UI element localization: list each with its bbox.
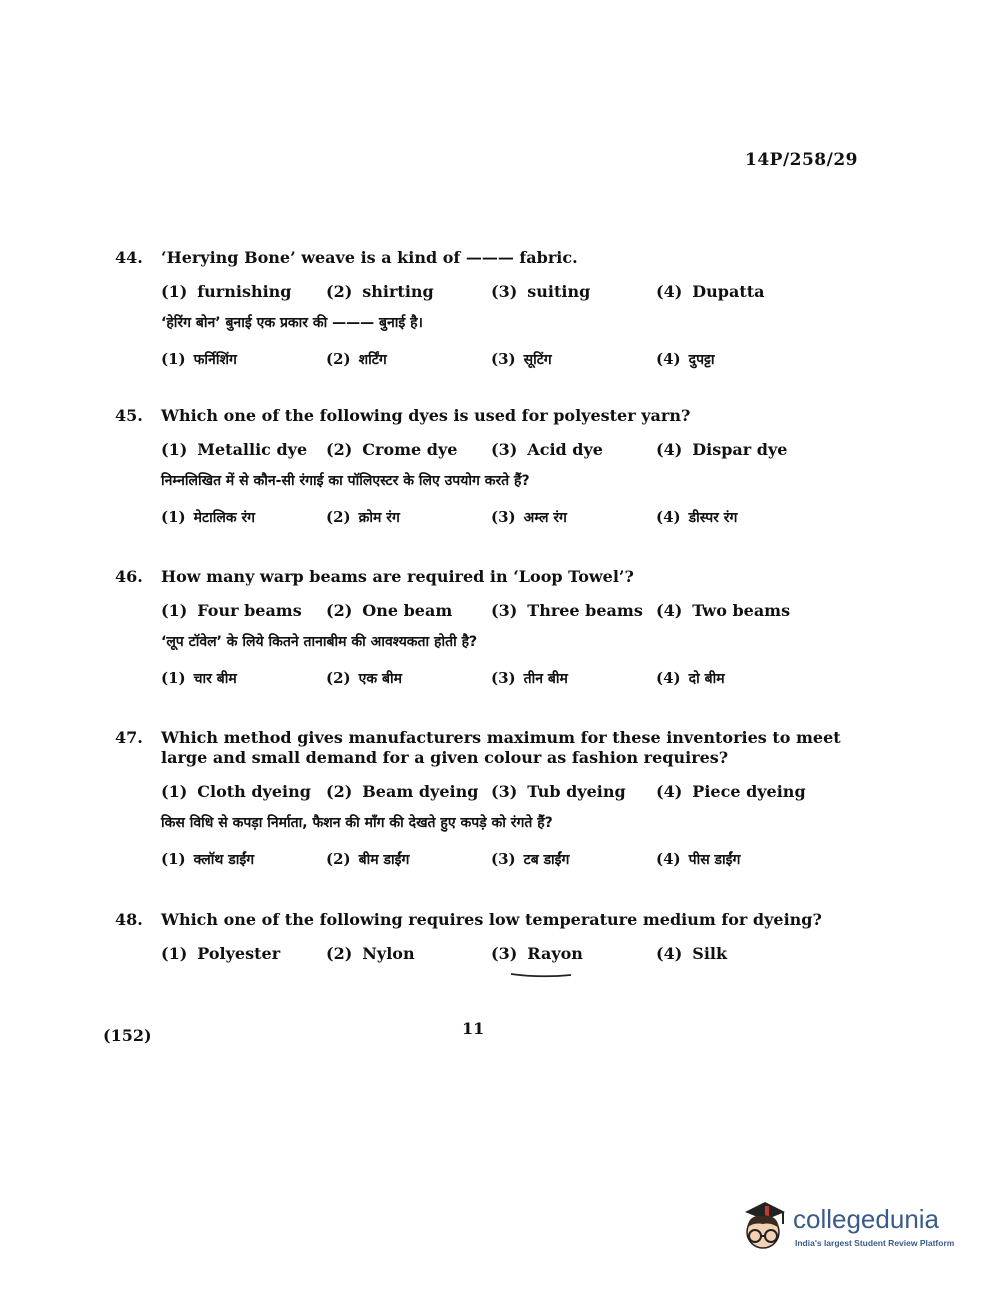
- question-text-hi: ‘हेरिंग बोन’ बुनाई एक प्रकार की ——— बुनाई है।: [161, 315, 423, 331]
- question-text-en: Which one of the following requires low temperature medium for dyeing?: [161, 910, 822, 929]
- option-2: (2) Nylon: [326, 944, 415, 963]
- option-hi-3: (3) अम्ल रंग: [491, 508, 567, 526]
- option-2: (2) shirting: [326, 282, 434, 301]
- option-2: (2) One beam: [326, 601, 453, 620]
- option-4: (4) Dupatta: [656, 282, 765, 301]
- question-47: [115, 728, 855, 869]
- question-number: 46.: [115, 567, 143, 586]
- option-1: (1) Four beams: [161, 601, 302, 620]
- option-1: (1) Cloth dyeing: [161, 782, 311, 801]
- option-hi-4: (4) पीस डाईंग: [656, 850, 741, 868]
- option-4: (4) Dispar dye: [656, 440, 788, 459]
- option-hi-2: (2) एक बीम: [326, 669, 403, 687]
- question-44: [115, 248, 855, 369]
- question-48: [115, 910, 855, 963]
- option-1: (1) Polyester: [161, 944, 281, 963]
- question-number: 44.: [115, 248, 143, 267]
- question-number: 48.: [115, 910, 143, 929]
- question-text-en: Which method gives manufacturers maximum for these inventories to meet large and small demand for a given colour as fashion requires?: [161, 728, 841, 767]
- option-hi-2: (2) क्रोम रंग: [326, 508, 400, 526]
- option-hi-2: (2) शर्टिंग: [326, 350, 387, 368]
- option-2: (2) Beam dyeing: [326, 782, 479, 801]
- question-text-hi: निम्नलिखित में से कौन-सी रंगाई का पॉलिएस्टर के लिए उपयोग करते हैं?: [161, 473, 530, 489]
- option-4: (4) Silk: [656, 944, 728, 963]
- question-text-en: Which one of the following dyes is used for polyester yarn?: [161, 406, 691, 425]
- option-3: (3) suiting: [491, 282, 591, 301]
- question-text-hi: ‘लूप टॉवेल’ के लिये कितने तानाबीम की आवश्यकता होती है?: [161, 634, 478, 650]
- option-3: (3) Three beams: [491, 601, 643, 620]
- handwritten-underline: [510, 972, 572, 978]
- question-number: 47.: [115, 728, 143, 747]
- option-hi-3: (3) सूटिंग: [491, 350, 552, 368]
- option-3: (3) Acid dye: [491, 440, 603, 459]
- mascot-icon: [735, 1198, 791, 1258]
- option-hi-4: (4) दो बीम: [656, 669, 725, 687]
- option-4: (4) Two beams: [656, 601, 791, 620]
- question-45: [115, 406, 855, 527]
- option-hi-3: (3) तीन बीम: [491, 669, 568, 687]
- option-hi-2: (2) बीम डाईंग: [326, 850, 410, 868]
- brand-tagline: India's largest Student Review Platform: [795, 1238, 955, 1248]
- question-text-en: How many warp beams are required in ‘Loop Towel’?: [161, 567, 634, 586]
- brand-name: collegedunia: [793, 1204, 940, 1234]
- option-2: (2) Crome dye: [326, 440, 458, 459]
- footer-code: (152): [103, 1026, 152, 1045]
- option-hi-1: (1) चार बीम: [161, 669, 237, 687]
- option-1: (1) furnishing: [161, 282, 292, 301]
- option-1: (1) Metallic dye: [161, 440, 308, 459]
- question-46: [115, 567, 855, 688]
- paper-code: 14P/258/29: [745, 150, 859, 170]
- page-number: 11: [462, 1019, 485, 1038]
- question-text-en: ‘Herying Bone’ weave is a kind of ——— fabric.: [161, 248, 578, 267]
- collegedunia-watermark: [735, 1198, 960, 1258]
- question-number: 45.: [115, 406, 143, 425]
- option-hi-3: (3) टब डाईंग: [491, 850, 570, 868]
- option-3: (3) Tub dyeing: [491, 782, 626, 801]
- option-hi-1: (1) क्लॉथ डाईंग: [161, 850, 255, 868]
- option-4: (4) Piece dyeing: [656, 782, 806, 801]
- option-hi-1: (1) मेटालिक रंग: [161, 508, 256, 526]
- option-hi-1: (1) फर्निशिंग: [161, 350, 237, 368]
- option-hi-4: (4) डीस्पर रंग: [656, 508, 738, 526]
- option-3: (3) Rayon: [491, 944, 583, 963]
- option-hi-4: (4) दुपट्टा: [656, 350, 715, 368]
- question-text-hi: किस विधि से कपड़ा निर्माता, फैशन की माँग की देखते हुए कपड़े को रंगते हैं?: [161, 815, 553, 831]
